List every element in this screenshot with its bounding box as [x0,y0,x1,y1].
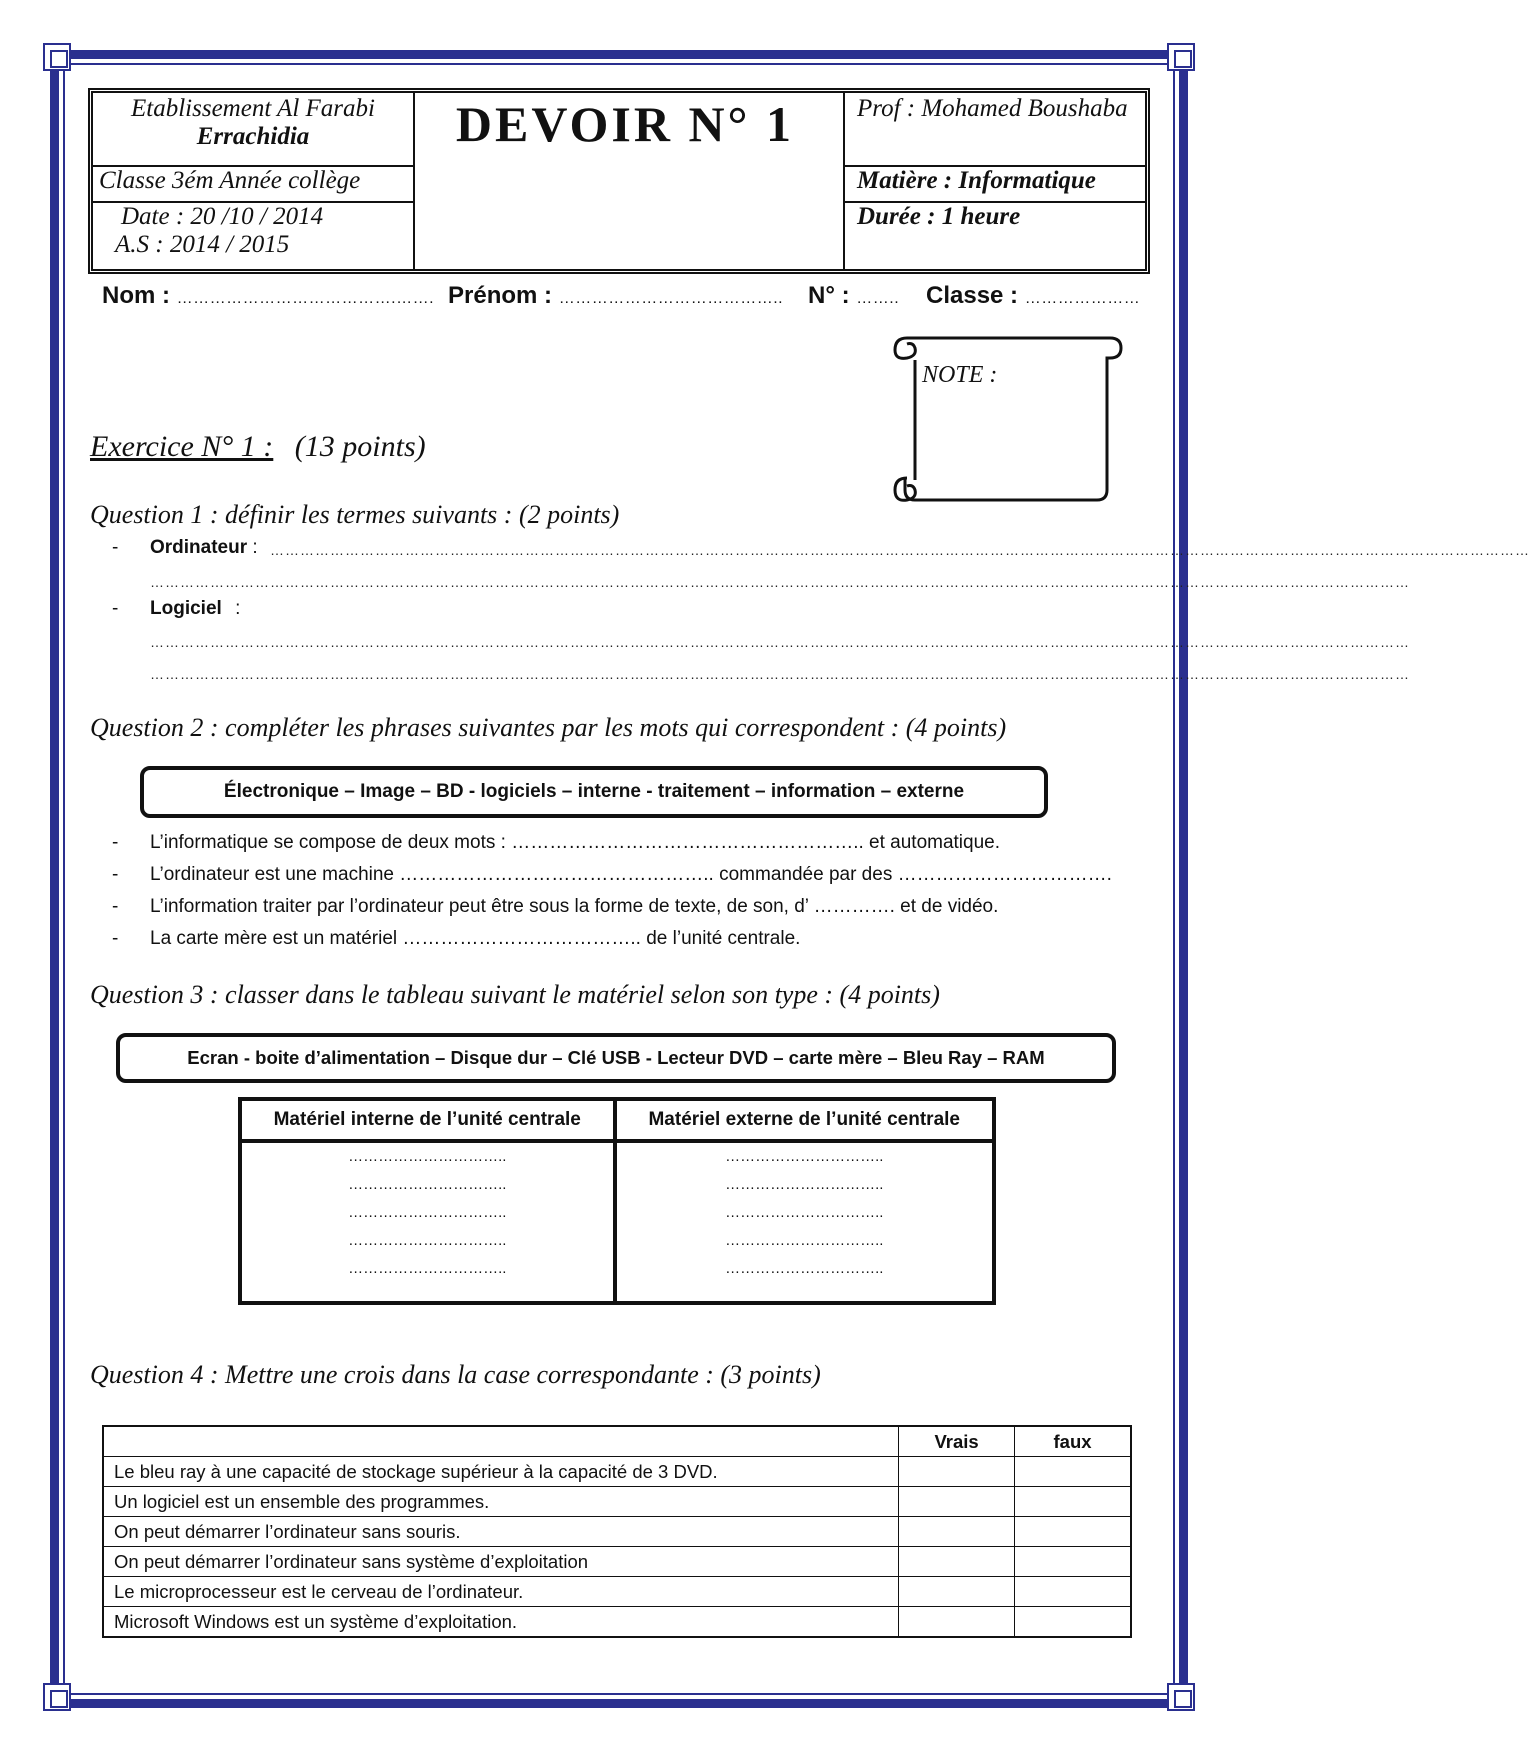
true-checkbox[interactable] [899,1487,1015,1517]
term-ordinateur: Ordinateur [150,537,248,558]
statement-header [103,1426,899,1457]
frame-corner-ornament [1167,1683,1195,1711]
prenom-label: Prénom : [448,282,553,309]
true-checkbox[interactable] [899,1547,1015,1577]
true-checkbox[interactable] [899,1517,1015,1547]
q2-sentence[interactable]: L’ordinateur est une machine ………………………………………….. commandée par des ……………………………. [150,864,1112,885]
q1-term-logiciel [150,598,240,620]
table-row [103,1577,1131,1607]
bullet-marker: - [112,537,119,558]
blank-line: ………………………….. [725,1232,884,1249]
term-separator: : [252,537,258,558]
answer-line[interactable]: ……………………………………………………………………………………………………………………………………………………………………………………………………………………………… [150,666,1410,682]
school-cell [93,93,415,167]
class-cell [93,167,415,203]
frame-corner-ornament [1167,43,1195,71]
teacher-cell [845,93,1145,167]
page-title: DEVOIR N° 1 [455,96,795,152]
classe-field[interactable] [926,282,1140,310]
number-dots: …….. [856,290,900,307]
q3-classification-table [238,1097,996,1305]
class-label: Classe 3ém Année collège [99,167,361,194]
blank-line: ………………………….. [348,1148,507,1165]
false-checkbox[interactable] [1015,1517,1131,1547]
nom-dots: ………………………………….……. [176,290,435,307]
frame-corner-ornament [43,1683,71,1711]
col-false-header: faux [1015,1426,1131,1457]
true-checkbox[interactable] [899,1457,1015,1487]
answer-line[interactable]: ……………………………………………………………………………………………………………………………………………………………………………………………………………………………… [270,542,1530,558]
statement: On peut démarrer l’ordinateur sans système d’exploitation [103,1547,899,1577]
bullet-marker: - [112,832,119,853]
blank-line: ………………………….. [725,1204,884,1221]
statement: Le bleu ray à une capacité de stockage supérieur à la capacité de 3 DVD. [103,1457,899,1487]
statement: Le microprocesseur est le cerveau de l’ordinateur. [103,1577,899,1607]
internal-answers-cell[interactable] [240,1141,615,1303]
nom-label: Nom : [102,282,170,309]
false-checkbox[interactable] [1015,1607,1131,1638]
classe-dots: ………………… [1024,290,1141,307]
exam-date: Date : 20 /10 / 2014 [121,203,324,230]
nom-field[interactable] [102,282,434,310]
statement: On peut démarrer l’ordinateur sans souris. [103,1517,899,1547]
table-row [103,1487,1131,1517]
q2-sentence[interactable]: L’information traiter par l’ordinateur peut être sous la forme de texte, de son, d’ …………. et de vidéo. [150,896,999,917]
number-label: N° : [808,282,850,309]
classe-label: Classe : [926,282,1019,309]
blank-line: ………………………….. [348,1232,507,1249]
q2-sentence[interactable]: L’informatique se compose de deux mots : ……………………………………………….. et automatique. [150,832,1001,853]
table-row [103,1607,1131,1638]
note-label: NOTE : [922,362,998,388]
duration-cell [845,203,1145,269]
subject-label: Matière : Informatique [857,167,1096,194]
exercise-title [90,430,426,464]
table-row [103,1547,1131,1577]
col-true-header: Vrais [899,1426,1015,1457]
q4-true-false-table [102,1425,1132,1638]
blank-line: ………………………….. [725,1148,884,1165]
exercise-number: Exercice N° 1 : [90,430,274,463]
question-4-title: Question 4 : Mettre une crois dans la case correspondante : (3 points) [90,1360,821,1389]
bullet-marker: - [112,598,119,619]
blank-line: ………………………….. [348,1260,507,1277]
exercise-points: (13 points) [294,430,426,463]
answer-line[interactable]: ……………………………………………………………………………………………………………………………………………………………………………………………………………………………… [150,634,1410,650]
q3-word-bank: Ecran - boite d’alimentation – Disque dur – Clé USB - Lecteur DVD – carte mère – Bleu Ray – RAM [116,1033,1116,1083]
q1-term-ordinateur [150,537,258,559]
teacher-name: Prof : Mohamed Boushaba [857,95,1128,122]
term-logiciel: Logiciel [150,598,222,619]
answer-line[interactable]: ……………………………………………………………………………………………………………………………………………………………………………………………………………………………… [150,574,1410,590]
question-3-title: Question 3 : classer dans le tableau suivant le matériel selon son type : (4 points) [90,980,940,1009]
date-cell [93,203,415,269]
duration-label: Durée : 1 heure [857,203,1021,230]
school-city: Errachidia [196,123,310,150]
col-internal-header: Matériel interne de l’unité centrale [240,1099,615,1141]
false-checkbox[interactable] [1015,1487,1131,1517]
q2-word-bank: Électronique – Image – BD - logiciels – interne - traitement – information – externe [140,766,1048,818]
note-scroll-icon [885,330,1125,505]
false-checkbox[interactable] [1015,1547,1131,1577]
school-year: A.S : 2014 / 2015 [115,231,290,258]
bullet-marker: - [112,864,119,885]
prenom-dots: ………………………………….. [558,290,784,307]
prenom-field[interactable] [448,282,783,310]
false-checkbox[interactable] [1015,1577,1131,1607]
external-answers-cell[interactable] [615,1141,995,1303]
blank-line: ………………………….. [348,1176,507,1193]
bullet-marker: - [112,896,119,917]
school-name: Etablissement Al Farabi [131,95,375,122]
false-checkbox[interactable] [1015,1457,1131,1487]
question-1-title: Question 1 : définir les termes suivants : (2 points) [90,500,620,529]
q2-sentence[interactable]: La carte mère est un matériel ……………………………….. de l’unité centrale. [150,928,801,949]
true-checkbox[interactable] [899,1607,1015,1638]
frame-corner-ornament [43,43,71,71]
true-checkbox[interactable] [899,1577,1015,1607]
question-2-title: Question 2 : compléter les phrases suivantes par les mots qui correspondent : (4 points) [90,713,1007,742]
term-separator: : [235,598,241,619]
statement: Microsoft Windows est un système d’exploitation. [103,1607,899,1638]
subject-cell [845,167,1145,203]
blank-line: ………………………….. [348,1204,507,1221]
bullet-marker: - [112,928,119,949]
blank-line: ………………………….. [725,1176,884,1193]
table-row [103,1457,1131,1487]
blank-line: ………………………….. [725,1260,884,1277]
table-row [103,1517,1131,1547]
col-external-header: Matériel externe de l’unité centrale [615,1099,995,1141]
number-field[interactable] [808,282,899,310]
statement: Un logiciel est un ensemble des programmes. [103,1487,899,1517]
